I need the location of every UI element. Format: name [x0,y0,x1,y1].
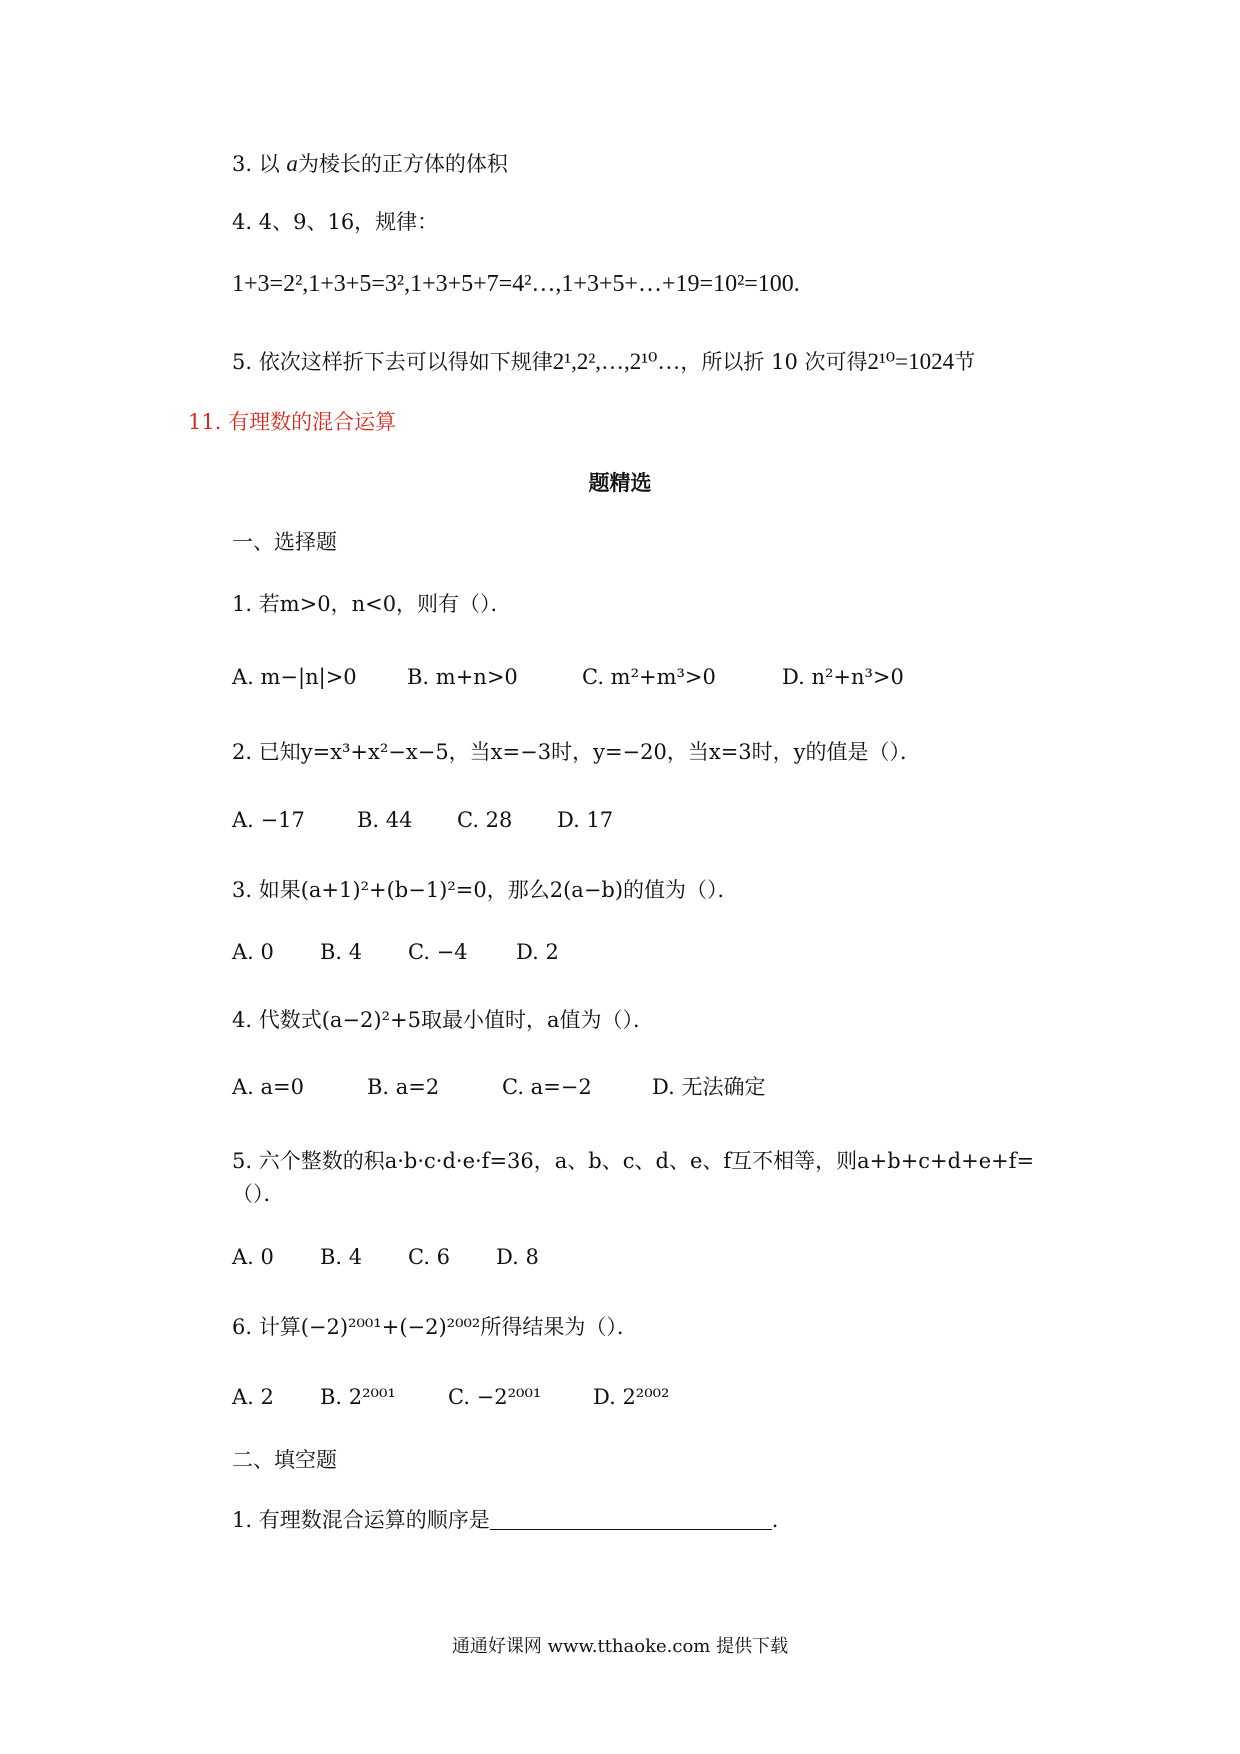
option-d: D. 8 [496,1245,539,1269]
option-b: B. m+n>0 [407,665,518,689]
option-d: D. 无法确定 [652,1075,766,1099]
option-a: A. 0 [232,940,274,964]
part2-heading: 二、填空题 [232,1448,337,1472]
question-2-stem: 2. 已知y=x³+x²−x−5，当x=−3时，y=−20，当x=3时，y的值是（）． [232,740,922,764]
option-c: C. a=−2 [502,1075,592,1099]
subtitle: 题精选 [588,470,652,495]
question-1-options [232,665,904,690]
section-title: 11. 有理数的混合运算 [188,410,397,434]
option-a: A. −17 [232,808,305,832]
question-5-stem: 5. 六个整数的积a·b·c·d·e·f=36，a、b、c、d、e、f互不相等，则a+b+c+d+e+f=（）． [232,1149,1035,1206]
option-d: D. n²+n³>0 [782,665,904,689]
option-d: D. 17 [557,808,614,832]
option-b: B. 2²⁰⁰¹ [320,1385,396,1409]
option-a: A. 2 [232,1385,274,1409]
option-b: B. 44 [357,808,413,832]
answer-3: 3. 以 a为棱长的正方体的体积 [232,151,508,176]
question-4-stem: 4. 代数式(a−2)²+5取最小值时，a值为（）． [232,1008,654,1032]
option-a: A. m−|n|>0 [232,665,357,689]
option-d: D. 2 [516,940,559,964]
question-6-stem: 6. 计算(−2)²⁰⁰¹+(−2)²⁰⁰²所得结果为（）． [232,1315,638,1339]
page-footer: 通通好课网 www.tthaoke.com 提供下载 [451,1636,789,1657]
option-c: C. m²+m³>0 [582,665,716,689]
option-c: C. −4 [408,940,468,964]
question-3-stem: 3. 如果(a+1)²+(b−1)²=0，那么2(a−b)的值为（）． [232,878,739,902]
answer-4: 4. 4、9、16，规律： [232,210,439,234]
answer-blank[interactable] [490,1509,772,1530]
option-d: D. 2²⁰⁰² [593,1385,670,1409]
answer-5: 5. 依次这样折下去可以得如下规律2¹,2²,…,2¹⁰…，所以折 10 次可得2¹⁰=1024节 [232,349,976,374]
option-b: B. a=2 [367,1075,440,1099]
question-1-stem: 1. 若m>0，n<0，则有（）． [232,592,512,616]
question-6-options [232,1385,669,1410]
answer-4-formula: 1+3=2²,1+3+5=3²,1+3+5+7=4²…,1+3+5+…+19=10²=100. [232,271,800,297]
question-4-options [232,1075,765,1100]
option-b: B. 4 [320,1245,363,1269]
option-c: C. 6 [408,1245,451,1269]
question-3-options [232,940,559,965]
option-c: C. 28 [457,808,513,832]
option-b: B. 4 [320,940,363,964]
fill-question-1: 1. 有理数混合运算的顺序是 . [232,1508,779,1532]
question-2-options [232,808,613,833]
option-a: A. 0 [232,1245,274,1269]
question-5-options [232,1245,539,1270]
option-a: A. a=0 [232,1075,304,1099]
option-c: C. −2²⁰⁰¹ [448,1385,542,1409]
part1-heading: 一、选择题 [232,530,337,554]
